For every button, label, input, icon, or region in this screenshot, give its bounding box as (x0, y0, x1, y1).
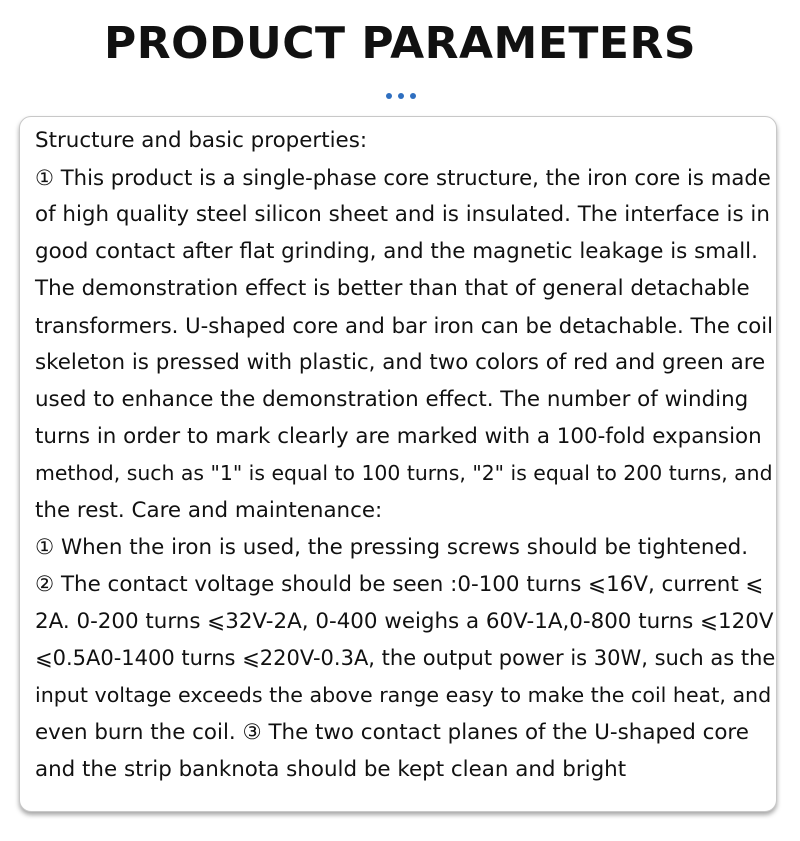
text-line: the rest. Care and maintenance: (35, 498, 383, 523)
text-line: transformers. U-shaped core and bar iron can be detachable. The coil (35, 313, 773, 338)
text-line: skeleton is pressed with plastic, and two colors of red and green are (35, 350, 766, 375)
divider-dot (410, 93, 416, 99)
page-title: PRODUCT PARAMETERS (103, 18, 697, 69)
text-line: Structure and basic properties: (35, 128, 368, 153)
text-line: The demonstration effect is better than that of general detachable (35, 276, 750, 301)
text-line: input voltage exceeds the above range easy to make the coil heat, and (35, 683, 772, 707)
divider-dot (386, 93, 392, 99)
text-line: 2A. 0-200 turns ⩽32V-2A, 0-400 weighs a 60V-1A,0-800 turns ⩽120V (35, 609, 774, 634)
text-line: ① This product is a single-phase core structure, the iron core is made (35, 165, 771, 190)
text-line: of high quality steel silicon sheet and is insulated. The interface is in (35, 202, 770, 227)
parameters-text (35, 122, 775, 788)
text-line: and the strip banknota should be kept clean and bright (35, 757, 627, 782)
text-line: method, such as "1" is equal to 100 turns, "2" is equal to 200 turns, and (35, 461, 773, 485)
text-line: ① When the iron is used, the pressing screws should be tightened. (35, 535, 749, 560)
title-divider-dots (386, 92, 416, 100)
text-line: ② The contact voltage should be seen :0-100 turns ⩽16V, current ⩽ (35, 572, 764, 597)
text-line: used to enhance the demonstration effect. The number of winding (35, 387, 749, 412)
text-line: turns in order to mark clearly are marked with a 100-fold expansion (35, 424, 762, 449)
text-line: ⩽0.5A0-1400 turns ⩽220V-0.3A, the output power is 30W, such as the (35, 646, 776, 670)
divider-dot (398, 93, 404, 99)
text-line: even burn the coil. ③ The two contact planes of the U-shaped core (35, 720, 749, 745)
text-line: good contact after flat grinding, and the magnetic leakage is small. (35, 239, 758, 264)
